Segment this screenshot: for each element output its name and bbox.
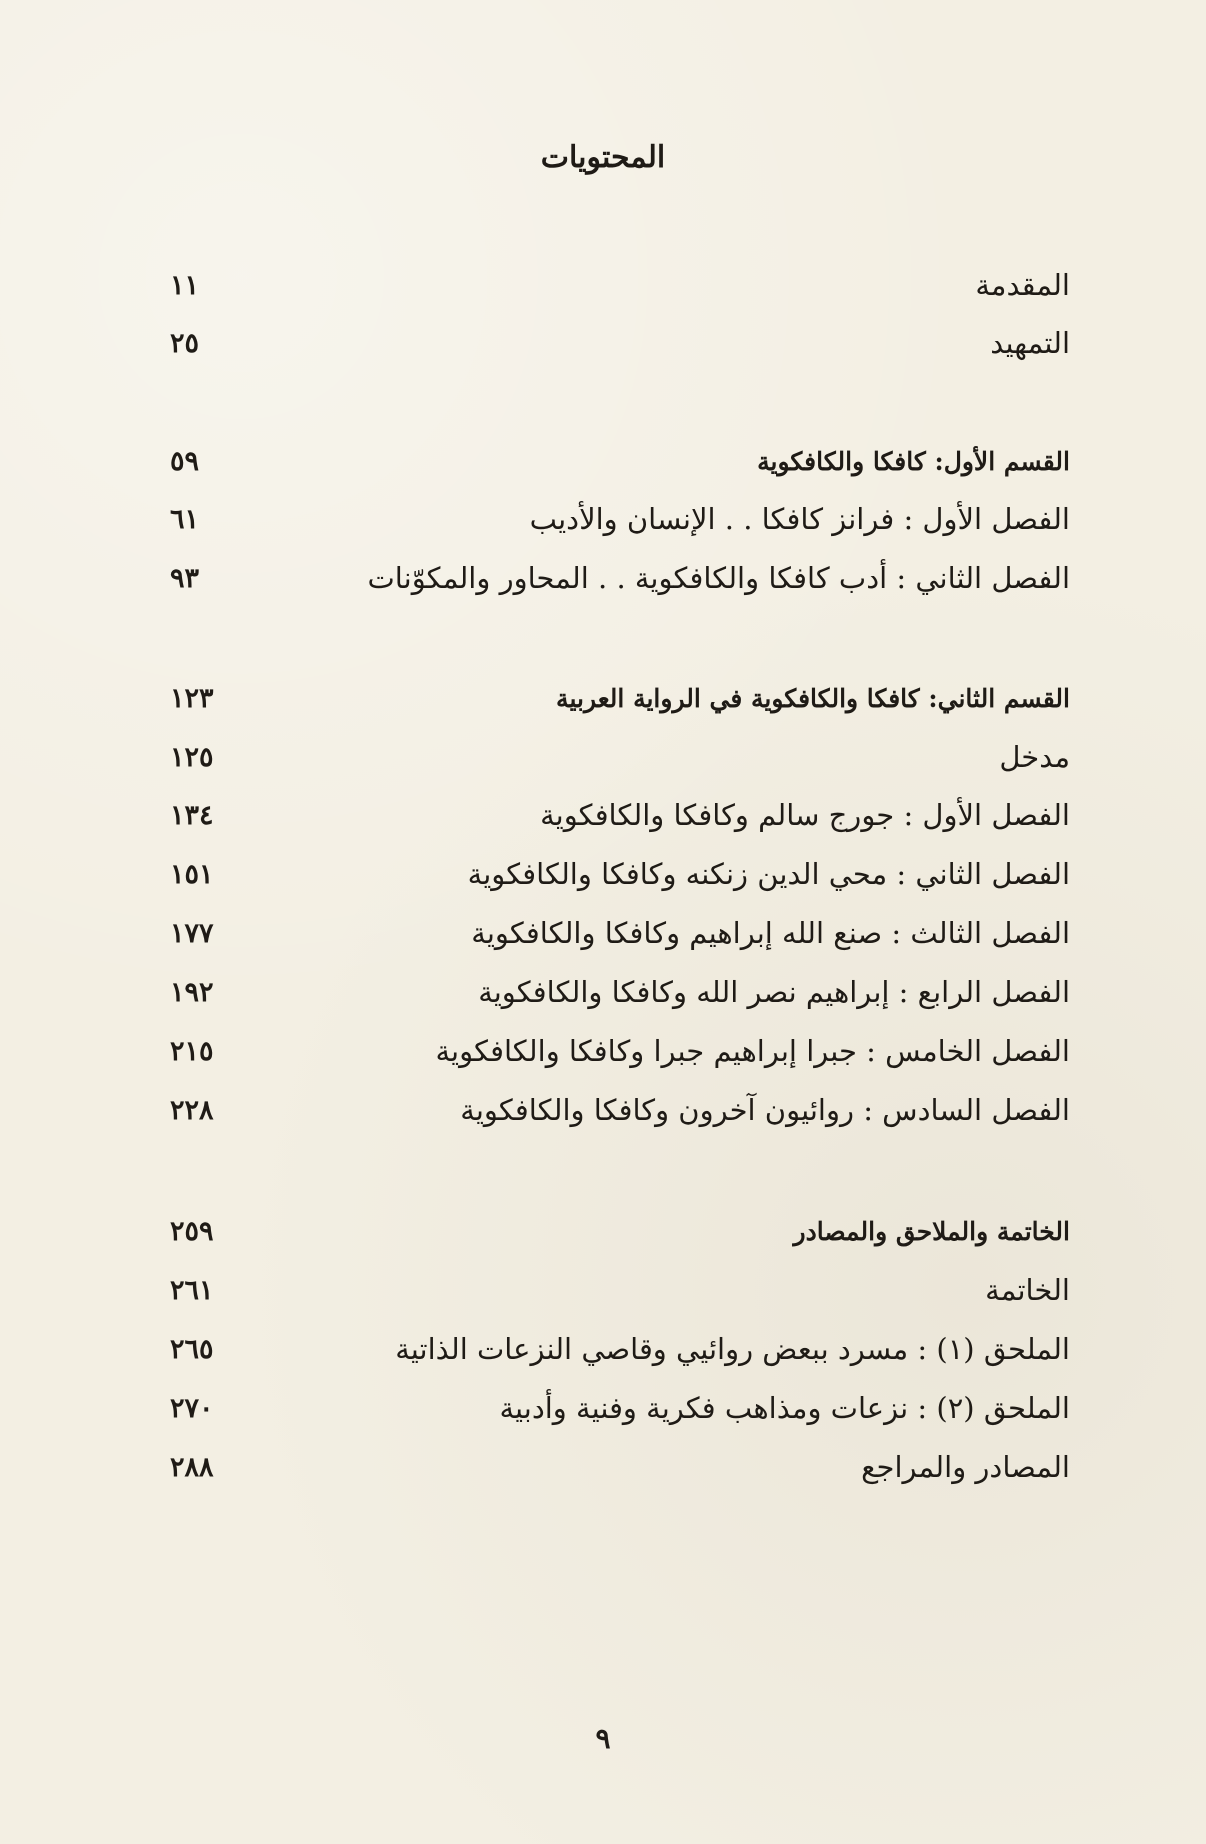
toc-section-three [170, 1210, 1070, 1252]
toc-page-number: ١٢٣ [170, 682, 214, 714]
toc-page-number: ٢٥٩ [170, 1215, 214, 1247]
toc-label: المقدمة [975, 268, 1070, 302]
toc-page-number: ١٢٥ [170, 741, 214, 773]
toc-section-label: القسم الثاني: كافكا والكافكوية في الرواية العربية [556, 683, 1070, 713]
toc-row-chapter-4b [170, 971, 1070, 1013]
toc-page-number: ١١ [170, 269, 200, 301]
toc-page-number: ٢٥ [170, 327, 200, 359]
toc-label: الملحق (٢) : نزعات ومذاهب فكرية وفنية وأدبية [499, 1391, 1070, 1425]
toc-section-label: الخاتمة والملاحق والمصادر [793, 1216, 1070, 1246]
toc-label: التمهيد [990, 326, 1070, 360]
toc-label: الفصل الأول : فرانز كافكا . . الإنسان والأديب [529, 502, 1070, 536]
toc-label: الفصل الأول : جورج سالم وكافكا والكافكوية [540, 798, 1070, 832]
toc-row-chapter-3b [170, 912, 1070, 954]
page-number: ٩ [595, 1722, 611, 1755]
toc-row-chapter-5b [170, 1030, 1070, 1072]
toc-row-chapter-2b [170, 853, 1070, 895]
toc-row-appendix-2 [170, 1387, 1070, 1429]
toc-row-intro [170, 264, 1070, 306]
toc-page-number: ٢٨٨ [170, 1451, 214, 1483]
toc-section-two [170, 677, 1070, 719]
toc-row-chapter-2 [170, 557, 1070, 599]
toc-label: الملحق (١) : مسرد ببعض روائيي وقاصي النزعات الذاتية [395, 1332, 1070, 1366]
toc-page-number: ٩٣ [170, 562, 200, 594]
toc-label: مدخل [999, 740, 1070, 774]
toc-page-number: ١٣٤ [170, 799, 214, 831]
toc-section-label: القسم الأول: كافكا والكافكوية [757, 446, 1070, 476]
toc-label: الفصل السادس : روائيون آخرون وكافكا والكافكوية [460, 1093, 1070, 1127]
toc-label: الفصل الثاني : أدب كافكا والكافكوية . . المحاور والمكوّنات [367, 561, 1070, 595]
toc-label: الفصل الثاني : محي الدين زنكنه وكافكا والكافكوية [467, 857, 1070, 891]
toc-page-number: ٢٢٨ [170, 1094, 214, 1126]
toc-label: الفصل الرابع : إبراهيم نصر الله وكافكا والكافكوية [478, 975, 1070, 1009]
toc-row-references [170, 1446, 1070, 1488]
page-title: المحتويات [540, 140, 666, 175]
toc-page-number: ٢٧٠ [170, 1392, 214, 1424]
toc-page-number: ٢١٥ [170, 1035, 214, 1067]
toc-row-conclusion [170, 1269, 1070, 1311]
table-of-contents [170, 0, 1070, 1700]
toc-page-number: ٢٦٥ [170, 1333, 214, 1365]
toc-page-number: ٥٩ [170, 445, 200, 477]
toc-label: الخاتمة [985, 1273, 1070, 1307]
toc-row-chapter-6b [170, 1089, 1070, 1131]
toc-page-number: ١٩٢ [170, 976, 214, 1008]
toc-page-number: ١٧٧ [170, 917, 214, 949]
toc-label: الفصل الثالث : صنع الله إبراهيم وكافكا والكافكوية [471, 916, 1070, 950]
toc-row-chapter-1 [170, 498, 1070, 540]
toc-section-one [170, 440, 1070, 482]
toc-label: الفصل الخامس : جبرا إبراهيم جبرا وكافكا والكافكوية [435, 1034, 1070, 1068]
toc-page-number: ١٥١ [170, 858, 214, 890]
toc-row-appendix-1 [170, 1328, 1070, 1370]
toc-label: المصادر والمراجع [861, 1450, 1070, 1484]
toc-row-preface [170, 322, 1070, 364]
toc-page-number: ٦١ [170, 503, 200, 535]
toc-row-entry [170, 736, 1070, 778]
toc-row-chapter-1b [170, 794, 1070, 836]
toc-page-number: ٢٦١ [170, 1274, 214, 1306]
